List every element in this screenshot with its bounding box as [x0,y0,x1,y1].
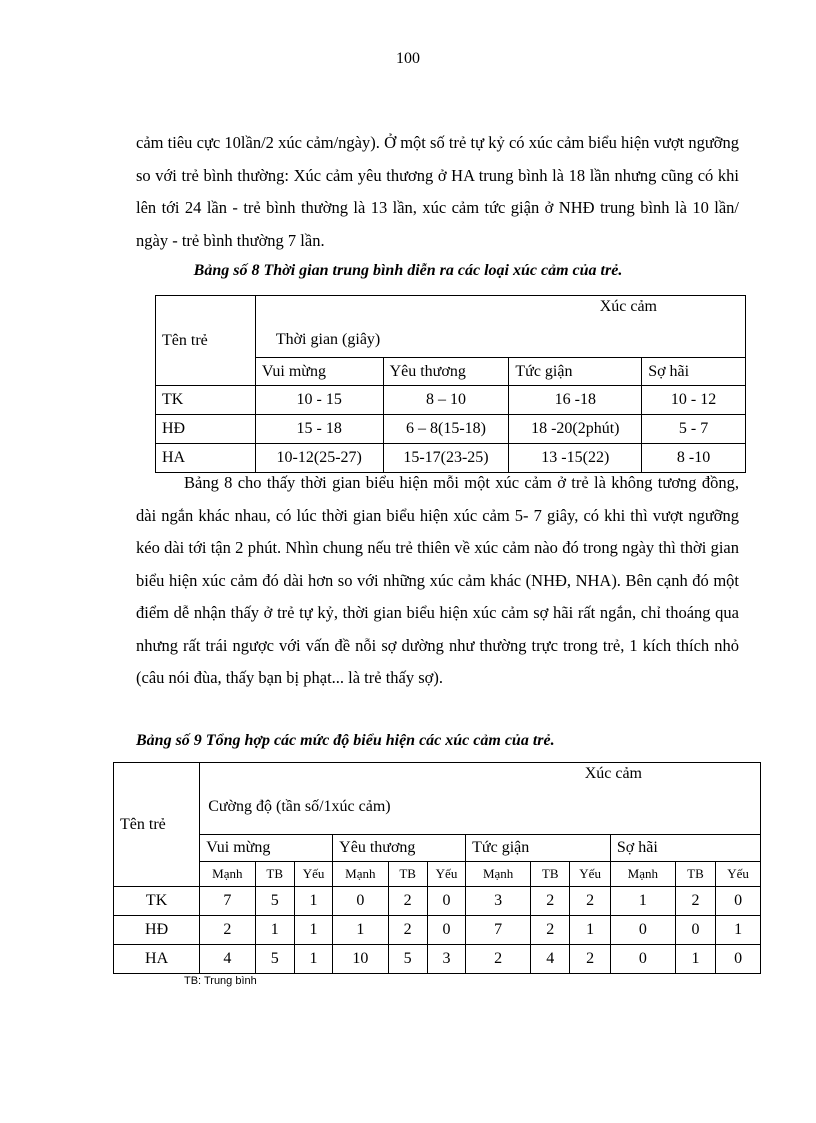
table9-group-header [200,763,761,835]
table-cell: 8 – 10 [383,386,509,415]
table9-level-header: TB [388,862,427,887]
table-cell: 0 [716,887,761,916]
table-cell: 1 [294,887,332,916]
table8-col-header: Sợ hãi [642,358,746,386]
table-cell: 1 [294,945,332,974]
table8-row-name: HĐ [156,415,256,444]
table8-group-label: Xúc cảm [599,298,657,315]
paragraph-intro [136,127,739,257]
table-cell: 0 [427,887,465,916]
table-cell: 1 [255,916,294,945]
table9-level-header: Mạnh [333,862,388,887]
table9-col-header: Sợ hãi [610,835,760,862]
table8-row-name: TK [156,386,256,415]
table9-level-header: Yếu [570,862,610,887]
table9-level-header: Yếu [294,862,332,887]
table-cell: 5 [255,945,294,974]
table9-level-header: Yếu [427,862,465,887]
table-cell: 1 [333,916,388,945]
table8-measure-label: Thời gian (giây) [275,331,381,348]
table-cell: 7 [200,887,255,916]
table-row [114,887,761,916]
paragraph-text: Bảng 8 cho thấy thời gian biểu hiện mỗi một xúc cảm ở trẻ là không tương đồng, dài ngắn khác nhau, có lúc thời gian biểu hiện xúc cảm 5- 7 giây, có khi thì vượt ngưỡng kéo dài tới tận 2 phút. Nhìn chung nếu trẻ thiên về xúc cảm nào đó trong ngày thì thời gian biểu hiện xúc cảm đó dài hơn so với những xúc cảm khác (NHĐ, NHA). Bên cạnh đó một điểm dễ nhận thấy ở trẻ tự kỷ, thời gian biểu hiện xúc cảm sợ hãi rất ngắn, chỉ thoáng qua nhưng rất trái ngược với vấn đề nỗi sợ dường như thường trực trong trẻ, 1 kích thích nhỏ (câu nói đùa, thấy bạn bị phạt... là trẻ thấy sợ). [136,473,739,687]
table9 [113,762,761,974]
table-cell: 13 -15(22) [509,444,642,473]
table9-col-header: Yêu thương [333,835,466,862]
table-cell: 3 [466,887,531,916]
table-cell: 10 - 15 [255,386,383,415]
table-cell: 5 [255,887,294,916]
paragraph-analysis [136,467,739,695]
table9-row-name: HA [114,945,200,974]
table-cell: 1 [716,916,761,945]
table8-caption: Bảng số 8 Thời gian trung bình diễn ra các loại xúc cảm của trẻ. [193,262,623,279]
table9-level-header: Yếu [716,862,761,887]
table-cell: 10-12(25-27) [255,444,383,473]
table-cell: 0 [716,945,761,974]
table-cell: 10 - 12 [642,386,746,415]
table-cell: 4 [200,945,255,974]
table9-level-header: TB [531,862,570,887]
table-cell: 8 -10 [642,444,746,473]
table9-name-header: Tên trẻ [114,763,200,887]
table9-level-header: TB [255,862,294,887]
table-cell: 6 – 8(15-18) [383,415,509,444]
table8-col-header: Tức giận [509,358,642,386]
table-cell: 1 [610,887,675,916]
table9-level-header: TB [675,862,715,887]
table-cell: 0 [333,887,388,916]
table-cell: 10 [333,945,388,974]
table9-measure-label: Cường độ (tần số/1xúc cảm) [208,798,391,815]
table-cell: 2 [200,916,255,945]
table8-row-name: HA [156,444,256,473]
table9-row-name: TK [114,887,200,916]
table-cell: 15 - 18 [255,415,383,444]
paragraph-text: cảm tiêu cực 10lần/2 xúc cảm/ngày). Ở một số trẻ tự kỷ có xúc cảm biểu hiện vượt ngưỡng so với trẻ bình thường: Xúc cảm yêu thương ở HA trung bình là 18 lần nhưng cũng có khi lên tới 24 lần - trẻ bình thường là 13 lần, xúc cảm tức giận ở NHĐ trung bình là 10 lần/ ngày - trẻ bình thường 7 lần. [136,133,739,250]
table-cell: 2 [466,945,531,974]
table-cell: 2 [570,887,610,916]
table9-group-label: Xúc cảm [584,765,642,782]
table-cell: 5 - 7 [642,415,746,444]
table-cell: 15-17(23-25) [383,444,509,473]
table-cell: 7 [466,916,531,945]
table9-row-name: HĐ [114,916,200,945]
table8-group-header [255,296,745,358]
page-number: 100 [396,50,420,67]
table-cell: 1 [294,916,332,945]
table9-level-header: Mạnh [610,862,675,887]
table-cell: 2 [388,916,427,945]
table-cell: 2 [675,887,715,916]
footnote: TB: Trung bình [184,975,257,987]
table-cell: 1 [675,945,715,974]
table9-level-header: Mạnh [466,862,531,887]
table-cell: 1 [570,916,610,945]
table-cell: 5 [388,945,427,974]
table-cell: 0 [675,916,715,945]
table-cell: 2 [531,916,570,945]
table-row [156,415,746,444]
table-cell: 0 [610,916,675,945]
table-cell: 0 [427,916,465,945]
table9-col-header: Vui mừng [200,835,333,862]
table-row [156,386,746,415]
table-row [114,945,761,974]
table9-level-header: Mạnh [200,862,255,887]
table9-col-header: Tức giận [466,835,611,862]
table-cell: 4 [531,945,570,974]
table-cell: 2 [570,945,610,974]
table8 [155,295,746,473]
table-row [114,916,761,945]
table8-col-header: Yêu thương [383,358,509,386]
table9-caption: Bảng số 9 Tổng hợp các mức độ biểu hiện các xúc cảm của trẻ. [136,732,555,749]
table-cell: 3 [427,945,465,974]
table-cell: 18 -20(2phút) [509,415,642,444]
table8-name-header: Tên trẻ [156,296,256,386]
table8-col-header: Vui mừng [255,358,383,386]
table-cell: 2 [388,887,427,916]
table-cell: 16 -18 [509,386,642,415]
table-cell: 2 [531,887,570,916]
table-cell: 0 [610,945,675,974]
